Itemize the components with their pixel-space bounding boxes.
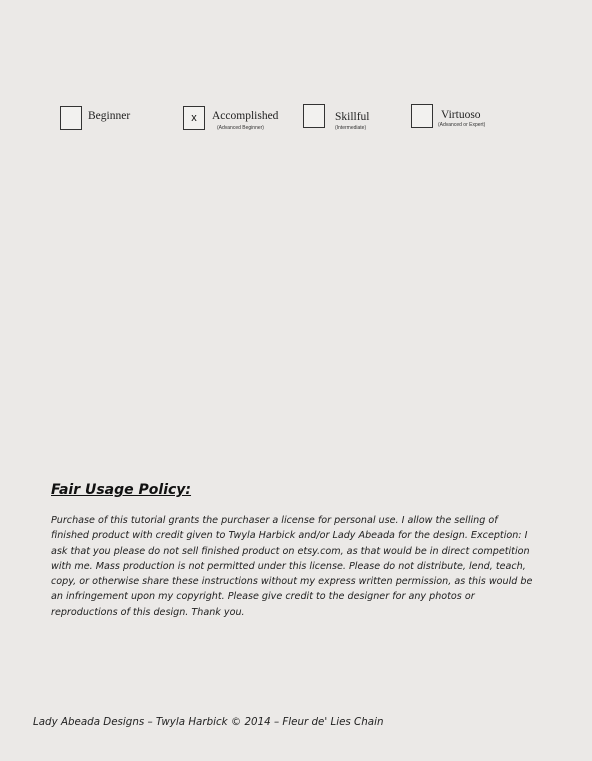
page-footer: Lady Abeada Designs – Twyla Harbick © 2014 – Fleur de' Lies Chain bbox=[33, 716, 384, 728]
skillful-sublabel: (Intermediate) bbox=[335, 125, 367, 131]
virtuoso-sublabel: (Advanced or Expert) bbox=[438, 122, 486, 128]
policy-line: Purchase of this tutorial grants the purchaser a license for personal use. I allow the selling of bbox=[51, 515, 498, 526]
policy-body bbox=[51, 513, 563, 620]
policy-line: copy, or otherwise share these instructions without my express written permission, as this would be bbox=[51, 576, 533, 588]
policy-line: an infringement upon my copyright. Please give credit to the designer for any photos or bbox=[51, 591, 475, 603]
skillful-label: Skillful bbox=[335, 111, 370, 123]
beginner-label: Beginner bbox=[88, 110, 131, 122]
policy-line: ask that you please do not sell finished product on etsy.com, as that would be in direct competition bbox=[51, 545, 530, 557]
beginner-checkbox[interactable] bbox=[60, 106, 82, 130]
skill-level-row bbox=[0, 104, 592, 144]
virtuoso-label: Virtuoso bbox=[441, 109, 481, 121]
policy-line: with me. Mass production is not permitted under this license. Please do not distribute, lend, teach, bbox=[51, 560, 526, 572]
virtuoso-checkbox[interactable] bbox=[411, 104, 433, 128]
policy-title: Fair Usage Policy: bbox=[51, 482, 192, 498]
accomplished-sublabel: (Advanced Beginner) bbox=[217, 125, 264, 131]
policy-line: reproductions of this design. Thank you. bbox=[51, 606, 245, 618]
skillful-checkbox[interactable] bbox=[303, 104, 325, 128]
accomplished-checkbox[interactable]: x bbox=[183, 106, 205, 130]
policy-line: finished product with credit given to Twyla Harbick and/or Lady Abeada for the design. Exception: I bbox=[51, 530, 528, 542]
accomplished-label: Accomplished bbox=[212, 110, 279, 122]
